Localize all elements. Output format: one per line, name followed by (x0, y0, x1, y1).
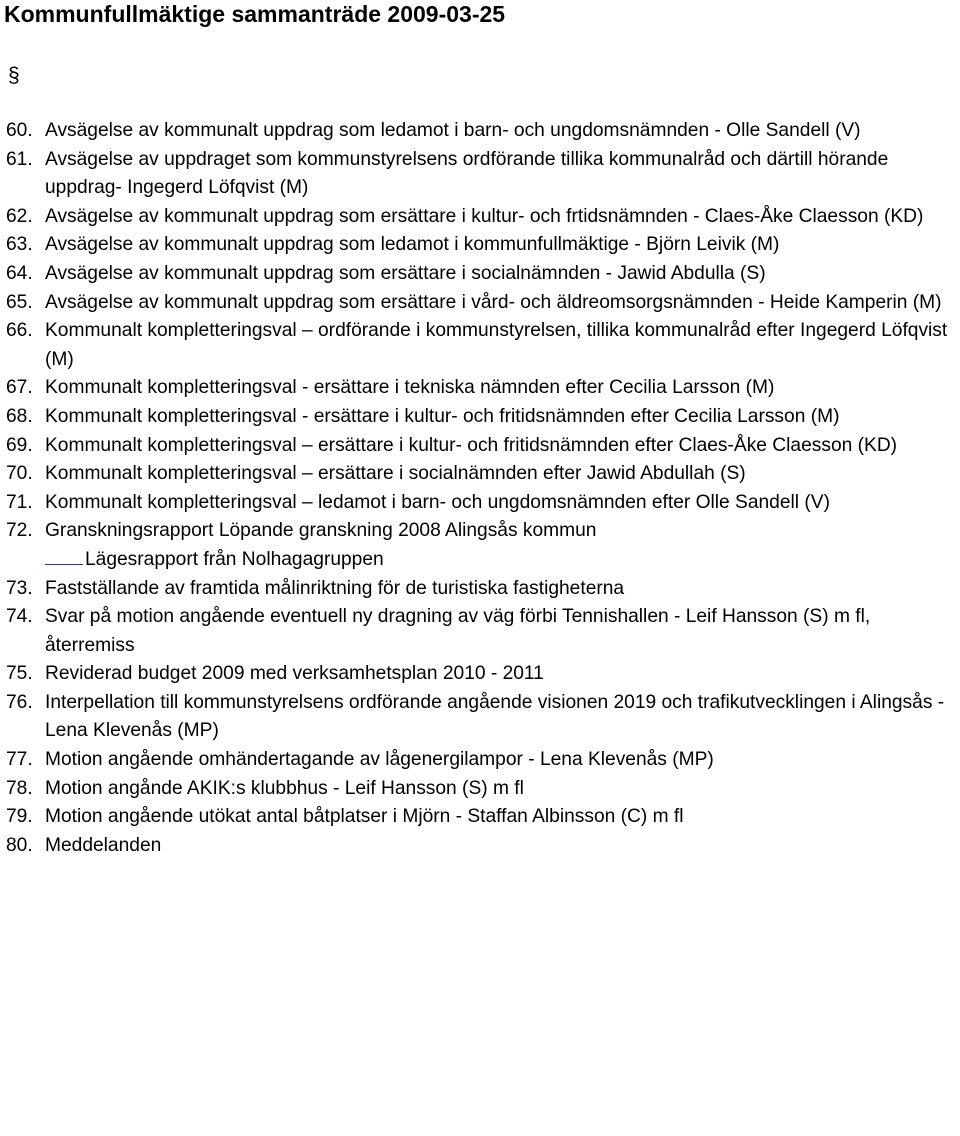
agenda-item-body (45, 689, 958, 746)
agenda-item-body (45, 117, 958, 146)
agenda-item-body (45, 146, 958, 203)
agenda-item (6, 603, 958, 660)
agenda-item-text: Kommunalt kompletteringsval – ledamot i barn- och ungdomsnämnden efter Olle Sandell (V) (45, 491, 830, 513)
agenda-item-number: 66. (6, 320, 33, 342)
agenda-item-text: Avsägelse av uppdraget som kommunstyrelsens ordförande tillika kommunalråd och därtill hörande uppdrag- Ingegerd Löfqvist (M) (45, 148, 889, 199)
agenda-item-body (45, 460, 958, 489)
agenda-item-number: 65. (6, 291, 33, 313)
agenda-item-number: 78. (6, 777, 33, 799)
agenda-item-number: 60. (6, 120, 33, 141)
agenda-item (6, 575, 958, 604)
agenda-item-number: 69. (6, 434, 33, 456)
agenda-item-body (45, 803, 958, 832)
agenda-item (6, 317, 958, 374)
agenda-item-number: 76. (6, 691, 33, 713)
agenda-item-number: 62. (6, 205, 33, 227)
agenda-item-text: Granskningsrapport Löpande granskning 2008 Alingsås kommun (45, 520, 597, 542)
agenda-list (6, 117, 958, 860)
agenda-item-text: Fastställande av framtida målinriktning för de turistiska fastigheterna (45, 577, 625, 599)
document-title: Kommunfullmäktige sammanträde 2009-03-25 (4, 1, 506, 27)
agenda-item-text: Interpellation till kommunstyrelsens ordförande angående visionen 2019 och trafikutvecklingen i Alingsås - Lena Klevenås (MP) (45, 691, 945, 742)
agenda-item (6, 117, 958, 146)
agenda-item-text: Reviderad budget 2009 med verksamhetsplan 2010 - 2011 (45, 663, 544, 685)
section-sign: § (8, 64, 20, 87)
agenda-item-text: Kommunalt kompletteringsval - ersättare i kultur- och fritidsnämnden efter Cecilia Larsson (M) (45, 405, 840, 427)
agenda-item-number: 72. (6, 520, 33, 542)
agenda-item-text: Meddelanden (45, 834, 162, 856)
agenda-item-body (45, 403, 958, 432)
agenda-item-body (45, 517, 958, 574)
agenda-item-text: Motion angånde AKIK:s klubbhus - Leif Hansson (S) m fl (45, 777, 524, 799)
agenda-item-number: 68. (6, 405, 33, 427)
agenda-item-text: Avsägelse av kommunalt uppdrag som ersättare i kultur- och frtidsnämnden - Claes-Åke Claesson (KD) (45, 205, 924, 227)
agenda-item-number: 71. (6, 491, 33, 513)
agenda-item (6, 146, 958, 203)
agenda-item-body (45, 260, 958, 289)
agenda-item-number: 75. (6, 663, 33, 685)
agenda-item-number: 64. (6, 262, 33, 284)
agenda-item-body (45, 489, 958, 518)
agenda-item-text: Avsägelse av kommunalt uppdrag som ledamot i kommunfullmäktige - Björn Leivik (M) (45, 234, 780, 256)
agenda-item-body (45, 374, 958, 403)
agenda-item (6, 832, 958, 861)
agenda-item-number: 79. (6, 806, 33, 828)
agenda-item-text: Kommunalt kompletteringsval – ersättare i socialnämnden efter Jawid Abdullah (S) (45, 463, 746, 485)
agenda-item (6, 746, 958, 775)
agenda-item-body (45, 289, 958, 318)
agenda-item (6, 775, 958, 804)
agenda-item-body (45, 832, 958, 861)
agenda-item (6, 260, 958, 289)
agenda-item (6, 517, 958, 574)
agenda-item (6, 203, 958, 232)
agenda-item-number: 67. (6, 377, 33, 399)
agenda-item-number: 77. (6, 749, 33, 771)
agenda-item (6, 689, 958, 746)
agenda-item-number: 70. (6, 463, 33, 485)
agenda-item-number: 80. (6, 834, 33, 856)
agenda-item-body (45, 432, 958, 461)
blank-underline (45, 547, 83, 565)
agenda-item-text: Motion angående omhändertagande av lågenergilampor - Lena Klevenås (MP) (45, 749, 714, 771)
agenda-item-body (45, 775, 958, 804)
agenda-item-text: Kommunalt kompletteringsval – ersättare i kultur- och fritidsnämnden efter Claes-Åke Claesson (KD) (45, 434, 898, 456)
agenda-item-body (45, 203, 958, 232)
agenda-item-number: 74. (6, 606, 33, 628)
agenda-item-body (45, 746, 958, 775)
agenda-item-body (45, 660, 958, 689)
agenda-item-text: Motion angående utökat antal båtplatser i Mjörn - Staffan Albinsson (C) m fl (45, 806, 684, 828)
agenda-item (6, 460, 958, 489)
agenda-item (6, 489, 958, 518)
agenda-item-body (45, 603, 958, 660)
agenda-item (6, 289, 958, 318)
agenda-item-number: 73. (6, 577, 33, 599)
agenda-item (6, 432, 958, 461)
agenda-item (6, 374, 958, 403)
agenda-item (6, 660, 958, 689)
agenda-item-number: 63. (6, 234, 33, 256)
agenda-item-subtext: Lägesrapport från Nolhagagruppen (85, 548, 384, 570)
agenda-item (6, 231, 958, 260)
agenda-item-text: Avsägelse av kommunalt uppdrag som ersättare i vård- och äldreomsorgsnämnden - Heide Kamperin (M) (45, 291, 942, 313)
agenda-item-text: Svar på motion angående eventuell ny dragning av väg förbi Tennishallen - Leif Hansson (S) m fl, återremiss (45, 606, 871, 656)
agenda-item-text: Avsägelse av kommunalt uppdrag som ersättare i socialnämnden - Jawid Abdulla (S) (45, 262, 766, 284)
agenda-item-text: Kommunalt kompletteringsval - ersättare i tekniska nämnden efter Cecilia Larsson (M) (45, 377, 775, 399)
agenda-item-text: Kommunalt kompletteringsval – ordförande i kommunstyrelsen, tillika kommunalråd efter Ingegerd Löfqvist (M) (45, 320, 948, 370)
agenda-item-number: 61. (6, 148, 33, 170)
agenda-item-body (45, 317, 958, 374)
agenda-item (6, 403, 958, 432)
agenda-item-text: Avsägelse av kommunalt uppdrag som ledamot i barn- och ungdomsnämnden - Olle Sandell (V) (45, 120, 861, 141)
agenda-item (6, 803, 958, 832)
agenda-item-body (45, 575, 958, 604)
agenda-item-body (45, 231, 958, 260)
